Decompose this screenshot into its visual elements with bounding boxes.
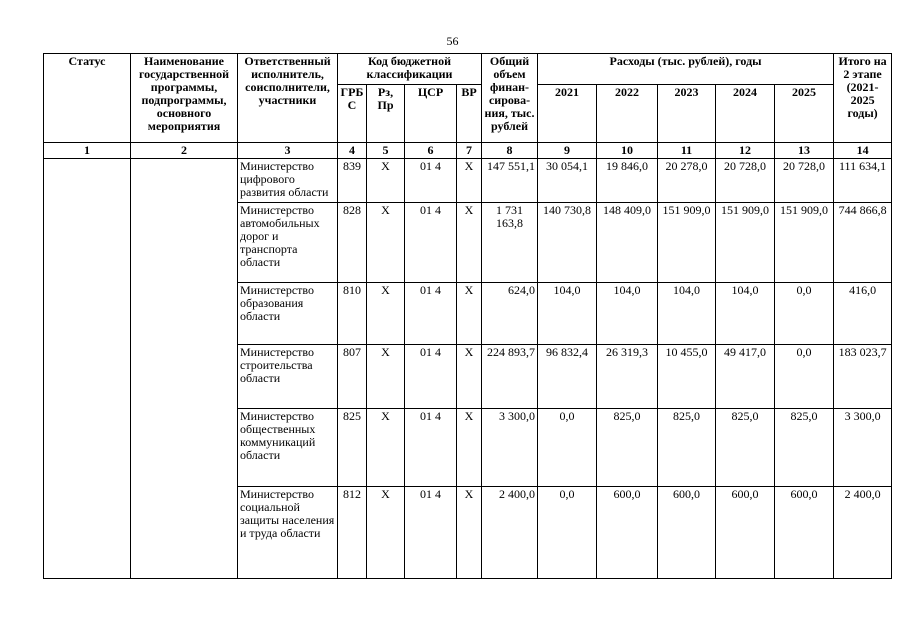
page-number: 56 [446, 34, 459, 48]
column-number: 4 [338, 143, 367, 159]
grbs-cell: 839 [338, 159, 367, 203]
rz-pr-cell: Х [367, 409, 405, 487]
header-stage-total: Итого на 2 этапе (2021-2025 годы) [834, 54, 892, 143]
header-vr: ВР [457, 85, 482, 143]
stage-total-cell: 111 634,1 [834, 159, 892, 203]
header-total-funding: Общий объем финан-сирова-ния, тыс. рублей [482, 54, 538, 143]
executor-cell: Министерство цифрового развития области [238, 159, 338, 203]
header-status: Статус [44, 54, 131, 143]
budget-table [43, 53, 892, 579]
year-2021-cell: 96 832,4 [538, 345, 597, 409]
column-number: 14 [834, 143, 892, 159]
column-number: 13 [775, 143, 834, 159]
vr-cell: Х [457, 203, 482, 283]
year-2021-cell: 140 730,8 [538, 203, 597, 283]
header-year-2023: 2023 [658, 85, 716, 143]
year-2024-cell: 151 909,0 [716, 203, 775, 283]
year-2024-cell: 825,0 [716, 409, 775, 487]
column-number: 6 [405, 143, 457, 159]
executor-cell: Министерство образования области [238, 283, 338, 345]
year-2022-cell: 26 319,3 [597, 345, 658, 409]
year-2021-cell: 104,0 [538, 283, 597, 345]
column-number: 2 [131, 143, 238, 159]
year-2025-cell: 151 909,0 [775, 203, 834, 283]
column-number: 9 [538, 143, 597, 159]
year-2024-cell: 49 417,0 [716, 345, 775, 409]
year-2025-cell: 0,0 [775, 345, 834, 409]
grbs-cell: 812 [338, 487, 367, 579]
year-2022-cell: 19 846,0 [597, 159, 658, 203]
csr-cell: 01 4 [405, 159, 457, 203]
year-2022-cell: 104,0 [597, 283, 658, 345]
csr-cell: 01 4 [405, 283, 457, 345]
grbs-cell: 828 [338, 203, 367, 283]
csr-cell: 01 4 [405, 487, 457, 579]
stage-total-cell: 416,0 [834, 283, 892, 345]
vr-cell: Х [457, 487, 482, 579]
header-grbs: ГРБ С [338, 85, 367, 143]
rz-pr-cell: Х [367, 345, 405, 409]
csr-cell: 01 4 [405, 345, 457, 409]
rz-pr-cell: Х [367, 487, 405, 579]
vr-cell: Х [457, 409, 482, 487]
year-2025-cell: 20 728,0 [775, 159, 834, 203]
stage-total-cell: 3 300,0 [834, 409, 892, 487]
grbs-cell: 825 [338, 409, 367, 487]
column-number: 5 [367, 143, 405, 159]
year-2023-cell: 825,0 [658, 409, 716, 487]
total-cell: 2 400,0 [482, 487, 538, 579]
csr-cell: 01 4 [405, 409, 457, 487]
vr-cell: Х [457, 345, 482, 409]
header-year-2021: 2021 [538, 85, 597, 143]
year-2025-cell: 0,0 [775, 283, 834, 345]
header-budget-code: Код бюджетной классификации [338, 54, 482, 85]
header-rz-pr: Рз, Пр [367, 85, 405, 143]
total-cell: 224 893,7 [482, 345, 538, 409]
header-program-name: Наименование государственной программы, подпрограммы, основного мероприятия [131, 54, 238, 143]
header-executor: Ответственный исполнитель, соисполнители, участники [238, 54, 338, 143]
csr-cell: 01 4 [405, 203, 457, 283]
column-number: 10 [597, 143, 658, 159]
rz-pr-cell: Х [367, 159, 405, 203]
stage-total-cell: 183 023,7 [834, 345, 892, 409]
year-2021-cell: 30 054,1 [538, 159, 597, 203]
column-number: 1 [44, 143, 131, 159]
year-2024-cell: 20 728,0 [716, 159, 775, 203]
vr-cell: Х [457, 159, 482, 203]
year-2023-cell: 600,0 [658, 487, 716, 579]
year-2024-cell: 104,0 [716, 283, 775, 345]
header-year-2025: 2025 [775, 85, 834, 143]
year-2023-cell: 10 455,0 [658, 345, 716, 409]
column-number: 11 [658, 143, 716, 159]
rz-pr-cell: Х [367, 203, 405, 283]
stage-total-cell: 2 400,0 [834, 487, 892, 579]
grbs-cell: 810 [338, 283, 367, 345]
year-2021-cell: 0,0 [538, 409, 597, 487]
year-2023-cell: 151 909,0 [658, 203, 716, 283]
table-row [44, 159, 892, 203]
status-cell [44, 159, 131, 579]
program-name-cell [131, 159, 238, 579]
column-number: 7 [457, 143, 482, 159]
grbs-cell: 807 [338, 345, 367, 409]
vr-cell: Х [457, 283, 482, 345]
year-2022-cell: 825,0 [597, 409, 658, 487]
executor-cell: Министерство социальной защиты населения и труда области [238, 487, 338, 579]
header-year-2024: 2024 [716, 85, 775, 143]
year-2023-cell: 104,0 [658, 283, 716, 345]
year-2022-cell: 600,0 [597, 487, 658, 579]
year-2021-cell: 0,0 [538, 487, 597, 579]
total-cell: 624,0 [482, 283, 538, 345]
column-number-row [44, 143, 892, 159]
executor-cell: Министерство автомобильных дорог и транспорта области [238, 203, 338, 283]
year-2022-cell: 148 409,0 [597, 203, 658, 283]
year-2025-cell: 600,0 [775, 487, 834, 579]
executor-cell: Министерство общественных коммуникаций области [238, 409, 338, 487]
header-csr: ЦСР [405, 85, 457, 143]
rz-pr-cell: Х [367, 283, 405, 345]
column-number: 12 [716, 143, 775, 159]
stage-total-cell: 744 866,8 [834, 203, 892, 283]
header-year-2022: 2022 [597, 85, 658, 143]
executor-cell: Министерство строительства области [238, 345, 338, 409]
total-cell: 3 300,0 [482, 409, 538, 487]
year-2023-cell: 20 278,0 [658, 159, 716, 203]
total-cell: 147 551,1 [482, 159, 538, 203]
year-2025-cell: 825,0 [775, 409, 834, 487]
column-number: 3 [238, 143, 338, 159]
total-cell: 1 731 163,8 [482, 203, 538, 283]
year-2024-cell: 600,0 [716, 487, 775, 579]
column-number: 8 [482, 143, 538, 159]
header-expenses: Расходы (тыс. рублей), годы [538, 54, 834, 85]
